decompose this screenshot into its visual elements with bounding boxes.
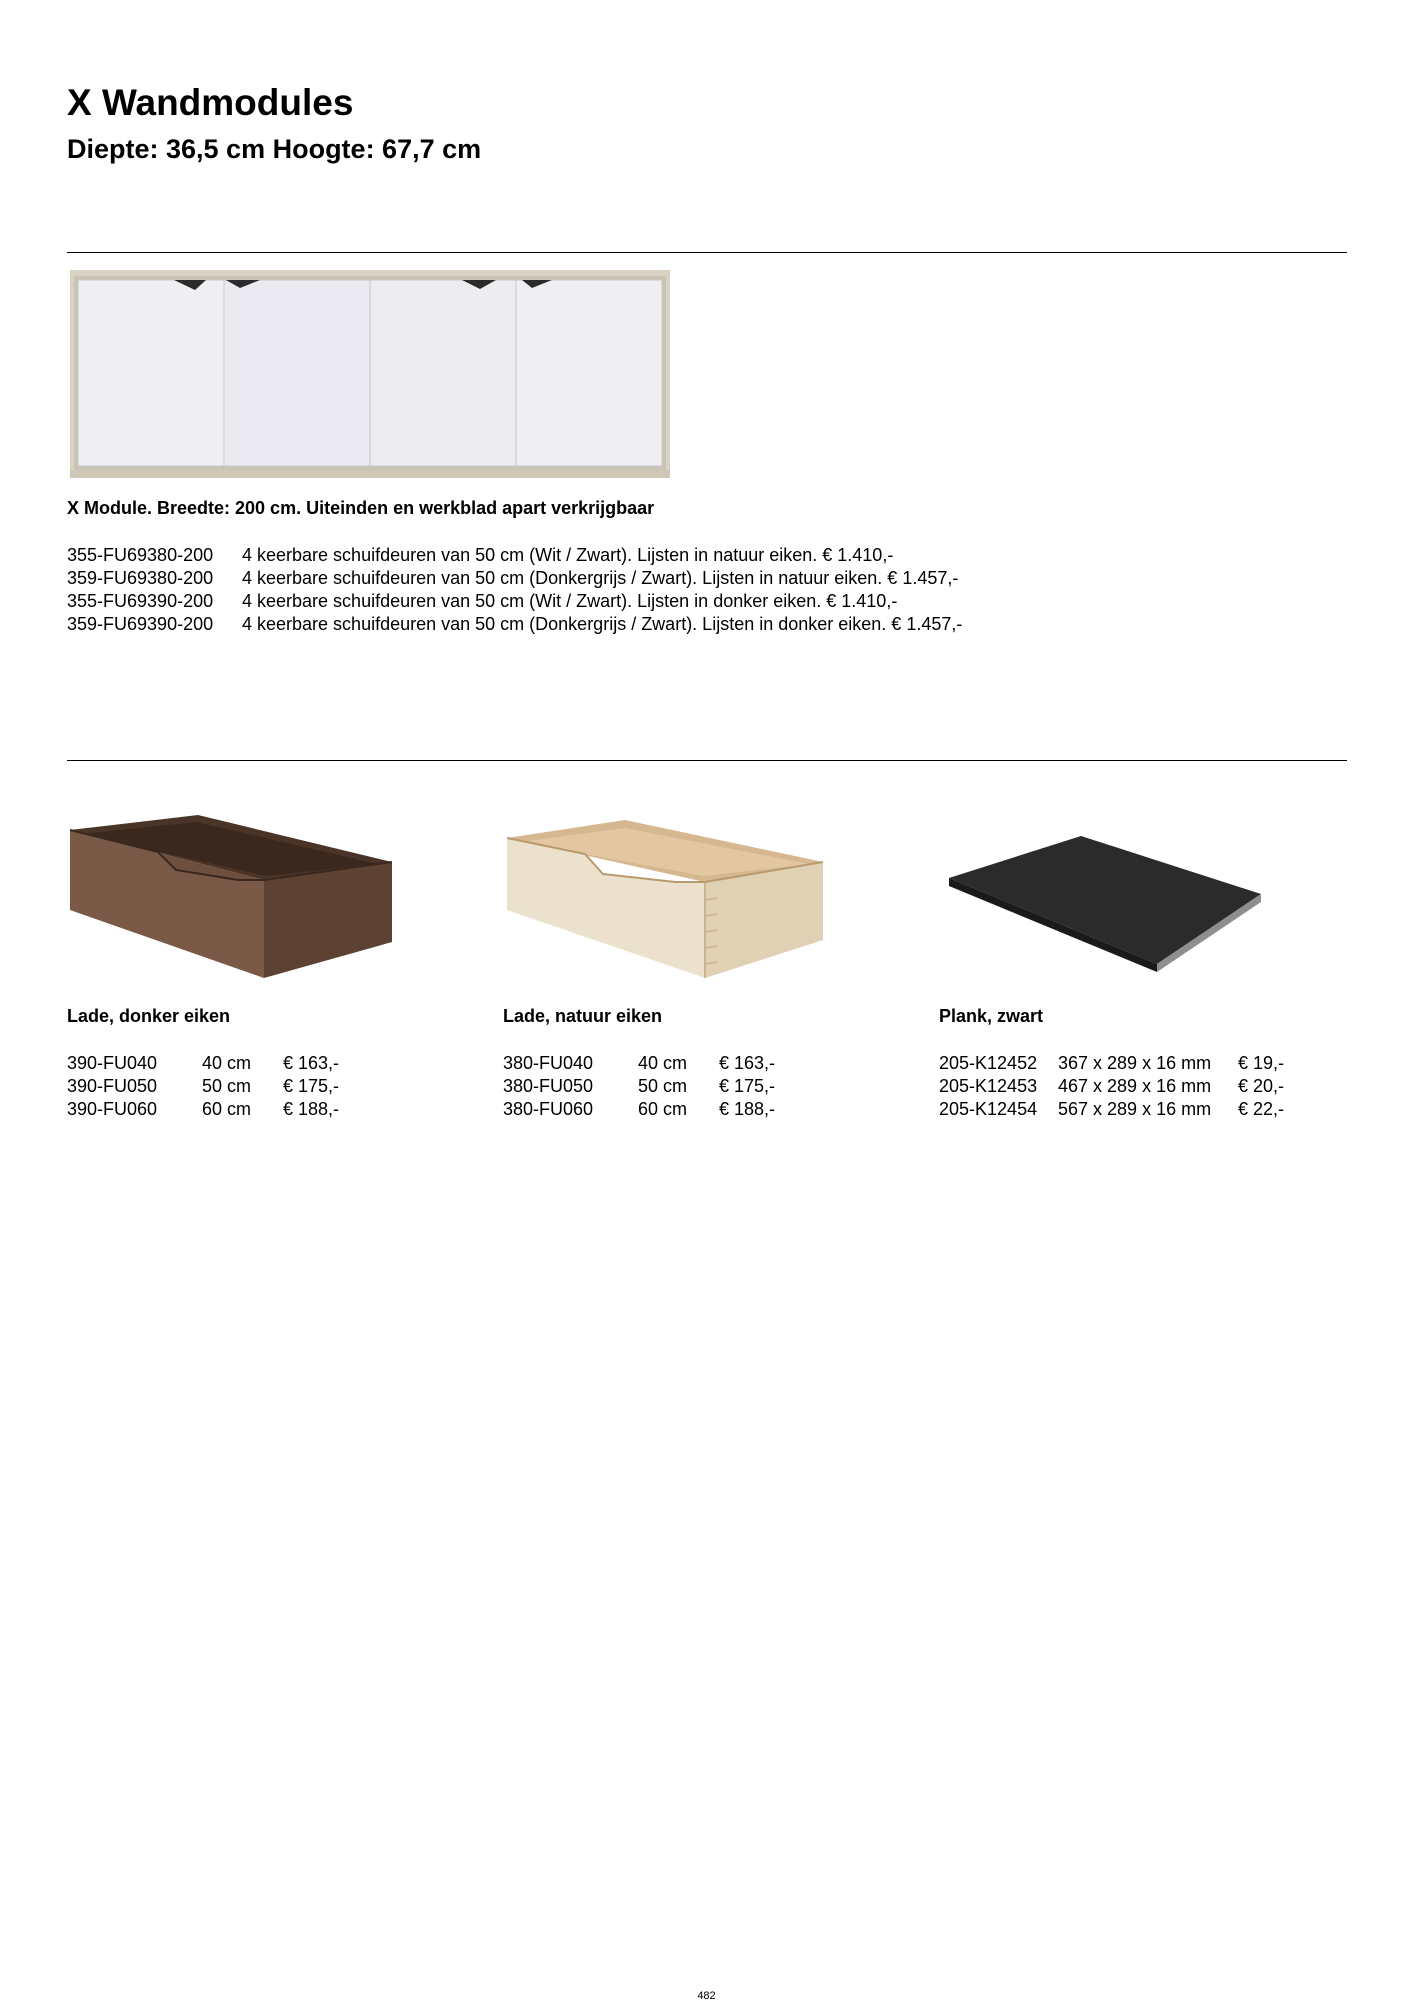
article-size: 60 cm bbox=[202, 1099, 252, 1119]
page-title: X Wandmodules bbox=[67, 82, 354, 123]
table-row bbox=[939, 1098, 1284, 1121]
article-price: € 163,- bbox=[719, 1053, 776, 1073]
spec-list bbox=[67, 1052, 339, 1121]
divider-middle bbox=[67, 760, 1347, 761]
article-price: € 188,- bbox=[283, 1099, 340, 1119]
article-size: 367 x 289 x 16 mm bbox=[1058, 1053, 1212, 1073]
module-list bbox=[67, 544, 962, 636]
wall-module-image bbox=[70, 270, 670, 478]
module-heading: X Module. Breedte: 200 cm. Uiteinden en werkblad apart verkrijgbaar bbox=[67, 498, 655, 518]
article-code: 390-FU060 bbox=[67, 1099, 158, 1119]
article-size: 567 x 289 x 16 mm bbox=[1058, 1099, 1212, 1119]
article-price: € 175,- bbox=[283, 1076, 340, 1096]
article-price: € 22,- bbox=[1238, 1099, 1285, 1119]
table-row bbox=[67, 1075, 339, 1098]
article-size: 40 cm bbox=[638, 1053, 688, 1073]
article-code: 355-FU69390-200 bbox=[67, 591, 214, 611]
spec-list bbox=[503, 1052, 775, 1121]
article-size: 50 cm bbox=[202, 1076, 252, 1096]
article-code: 380-FU060 bbox=[503, 1099, 594, 1119]
article-description: 4 keerbare schuifdeuren van 50 cm (Donkergrijs / Zwart). Lijsten in natuur eiken. € 1.457,- bbox=[242, 568, 959, 588]
article-code: 205-K12452 bbox=[939, 1053, 1038, 1073]
article-code: 205-K12454 bbox=[939, 1099, 1038, 1119]
spec-list bbox=[939, 1052, 1284, 1121]
product-heading: Plank, zwart bbox=[939, 1006, 1044, 1026]
article-size: 40 cm bbox=[202, 1053, 252, 1073]
list-item bbox=[67, 567, 962, 590]
article-code: 380-FU040 bbox=[503, 1053, 594, 1073]
article-description: 4 keerbare schuifdeuren van 50 cm (Donkergrijs / Zwart). Lijsten in donker eiken. € 1.457,- bbox=[242, 614, 963, 634]
drawer-dark-oak-image bbox=[68, 800, 398, 980]
article-code: 390-FU050 bbox=[67, 1076, 158, 1096]
article-code: 359-FU69380-200 bbox=[67, 568, 214, 588]
table-row bbox=[67, 1098, 339, 1121]
product-dark-oak-drawer bbox=[67, 1006, 230, 1027]
article-price: € 163,- bbox=[283, 1053, 340, 1073]
divider-top bbox=[67, 252, 1347, 253]
article-code: 359-FU69390-200 bbox=[67, 614, 214, 634]
article-code: 355-FU69380-200 bbox=[67, 545, 214, 565]
article-code: 380-FU050 bbox=[503, 1076, 594, 1096]
page-subtitle: Diepte: 36,5 cm Hoogte: 67,7 cm bbox=[67, 134, 482, 164]
list-item bbox=[67, 613, 962, 636]
table-row bbox=[503, 1052, 775, 1075]
shelf-black-image bbox=[945, 800, 1265, 980]
article-size: 50 cm bbox=[638, 1076, 688, 1096]
article-price: € 175,- bbox=[719, 1076, 776, 1096]
article-code: 205-K12453 bbox=[939, 1076, 1038, 1096]
product-heading: Lade, natuur eiken bbox=[503, 1006, 663, 1026]
article-price: € 188,- bbox=[719, 1099, 776, 1119]
article-size: 467 x 289 x 16 mm bbox=[1058, 1076, 1212, 1096]
article-description: 4 keerbare schuifdeuren van 50 cm (Wit / Zwart). Lijsten in donker eiken. € 1.410,- bbox=[242, 591, 898, 611]
table-row bbox=[67, 1052, 339, 1075]
article-price: € 20,- bbox=[1238, 1076, 1285, 1096]
table-row bbox=[503, 1075, 775, 1098]
table-row bbox=[503, 1098, 775, 1121]
product-heading: Lade, donker eiken bbox=[67, 1006, 231, 1026]
article-description: 4 keerbare schuifdeuren van 50 cm (Wit / Zwart). Lijsten in natuur eiken. € 1.410,- bbox=[242, 545, 894, 565]
list-item bbox=[67, 544, 962, 567]
article-code: 390-FU040 bbox=[67, 1053, 158, 1073]
article-size: 60 cm bbox=[638, 1099, 688, 1119]
drawer-natural-oak-image bbox=[505, 800, 835, 980]
product-natural-oak-drawer bbox=[503, 1006, 662, 1027]
article-price: € 19,- bbox=[1238, 1053, 1285, 1073]
product-black-shelf bbox=[939, 1006, 1043, 1027]
page-number: 482 bbox=[697, 1990, 716, 2002]
table-row bbox=[939, 1075, 1284, 1098]
list-item bbox=[67, 590, 962, 613]
table-row bbox=[939, 1052, 1284, 1075]
